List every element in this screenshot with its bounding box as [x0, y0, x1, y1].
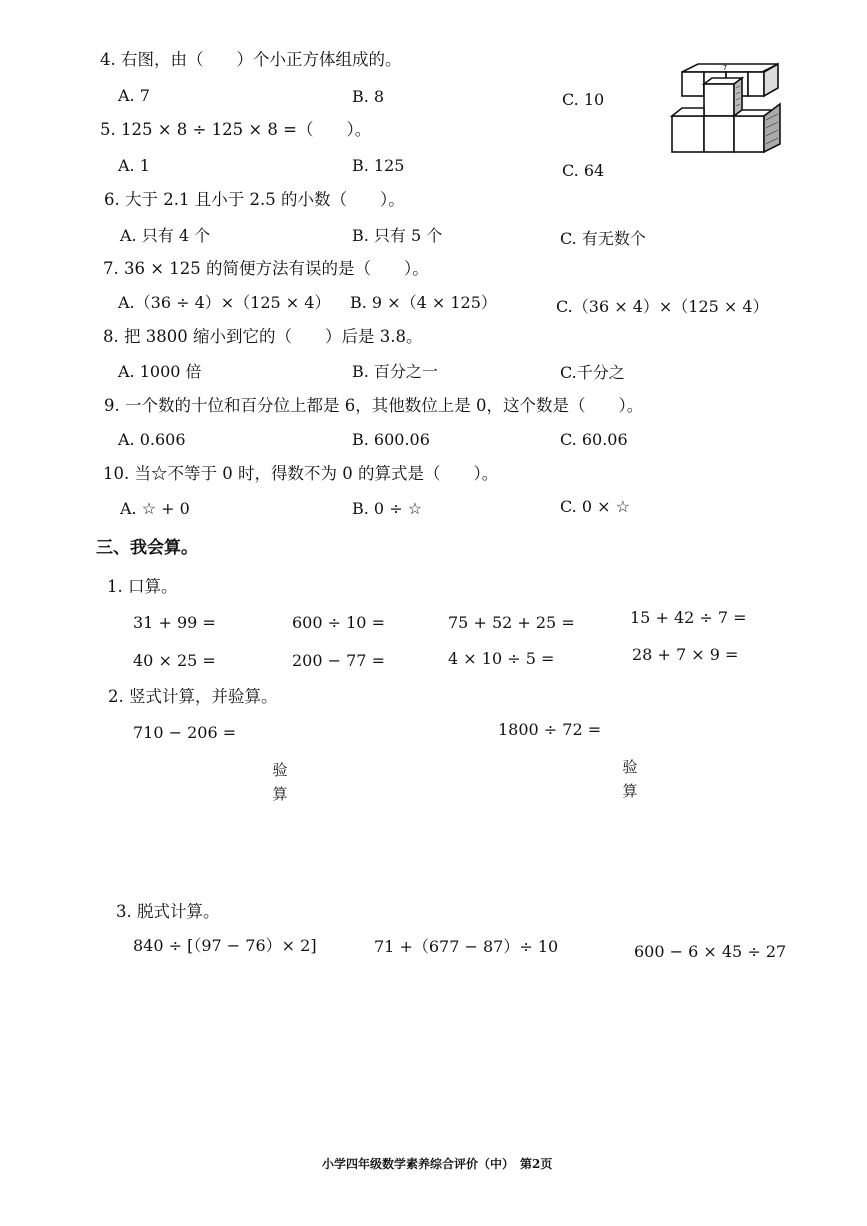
stepwise-calc-title: 3. 脱式计算。: [116, 902, 220, 921]
question-5-option-c: C. 64: [562, 161, 605, 180]
stepwise-item: 71 +（677 − 87）÷ 10: [374, 937, 559, 956]
stepwise-item: 600 − 6 × 45 ÷ 27: [634, 942, 787, 961]
question-5-option-b: B. 125: [352, 156, 405, 175]
question-9-stem: 9. 一个数的十位和百分位上都是 6，其他数位上是 0，这个数是（ ）。: [104, 396, 644, 415]
oral-calc-title: 1. 口算。: [107, 577, 178, 596]
question-10-option-b: B. 0 ÷ ☆: [352, 499, 423, 518]
oral-item: 40 × 25 =: [133, 651, 216, 670]
vertical-calc-title: 2. 竖式计算，并验算。: [108, 687, 278, 706]
question-6-stem: 6. 大于 2.1 且小于 2.5 的小数（ ）。: [104, 190, 405, 209]
question-8-stem: 8. 把 3800 缩小到它的（ ）后是 3.8。: [103, 327, 423, 346]
question-6-option-a: A. 只有 4 个: [120, 226, 211, 245]
question-7-option-c: C.（36 × 4）×（125 × 4）: [556, 297, 769, 316]
oral-item: 15 + 42 ÷ 7 =: [630, 608, 747, 627]
question-9-option-a: A. 0.606: [118, 430, 186, 449]
question-7-stem: 7. 36 × 125 的简便方法有误的是（ ）。: [103, 259, 429, 278]
question-9-option-b: B. 600.06: [352, 430, 430, 449]
vertical-item: 1800 ÷ 72 =: [498, 720, 602, 739]
question-10-option-c: C. 0 × ☆: [560, 497, 630, 516]
question-4-option-b: B. 8: [352, 87, 385, 106]
question-4-stem: 4. 右图，由（ ）个小正方体组成的。: [100, 50, 402, 69]
question-6-option-c: C. 有无数个: [560, 229, 646, 248]
vertical-item: 710 − 206 =: [133, 723, 237, 742]
oral-item: 4 × 10 ÷ 5 =: [448, 649, 555, 668]
question-7-option-b: B. 9 ×（4 × 125）: [350, 293, 497, 312]
oral-item: 600 ÷ 10 =: [292, 613, 385, 632]
question-10-option-a: A. ☆ + 0: [120, 499, 190, 518]
question-10-stem: 10. 当☆不等于 0 时，得数不为 0 的算式是（ ）。: [103, 464, 499, 483]
cube-stack-figure: [668, 62, 784, 156]
question-5-stem: 5. 125 × 8 ÷ 125 × 8 =（ ）。: [100, 120, 372, 139]
oral-item: 75 + 52 + 25 =: [448, 613, 575, 632]
question-4-option-c: C. 10: [562, 90, 605, 109]
stepwise-item: 840 ÷ [（97 − 76）× 2]: [133, 936, 317, 955]
question-4-option-a: A. 7: [118, 86, 150, 105]
question-7-option-a: A.（36 ÷ 4）×（125 × 4）: [118, 293, 331, 312]
oral-item: 28 + 7 × 9 =: [632, 645, 739, 664]
section-3-title: 三、我会算。: [96, 538, 198, 558]
oral-item: 31 + 99 =: [133, 613, 216, 632]
question-8-option-c: C.千分之: [560, 363, 625, 382]
cube-top-label: 7: [722, 64, 728, 72]
question-9-option-c: C. 60.06: [560, 430, 628, 449]
page-footer: 小学四年级数学素养综合评价（中） 第2页: [322, 1157, 553, 1171]
question-6-option-b: B. 只有 5 个: [352, 226, 443, 245]
question-5-option-a: A. 1: [118, 156, 150, 175]
check-label: 验算: [272, 761, 288, 803]
check-label: 验算: [622, 758, 638, 800]
oral-item: 200 − 77 =: [292, 651, 385, 670]
question-8-option-a: A. 1000 倍: [118, 362, 202, 381]
question-8-option-b: B. 百分之一: [352, 362, 438, 381]
